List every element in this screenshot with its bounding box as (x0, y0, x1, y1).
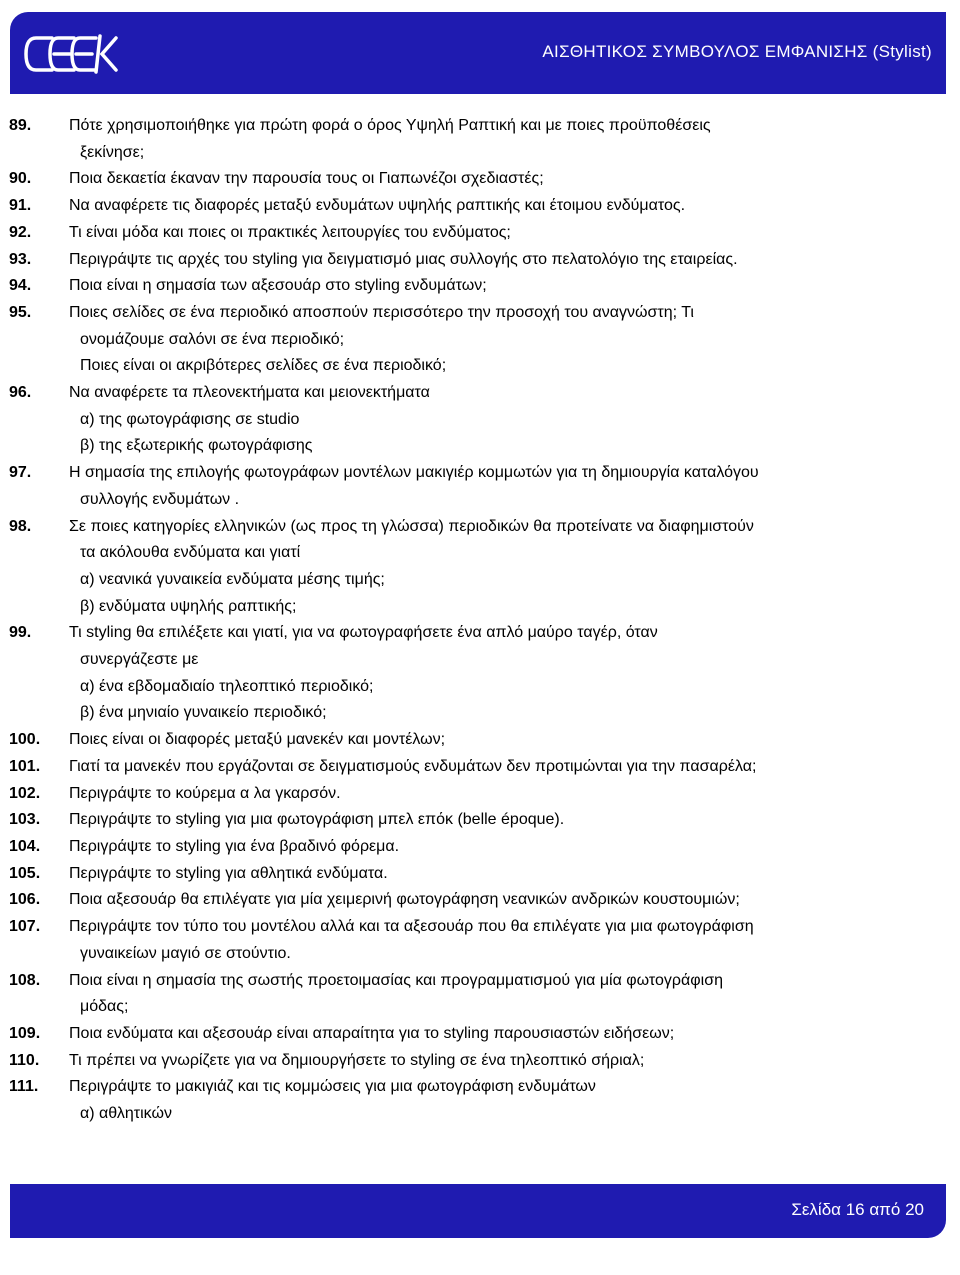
question-item (9, 166, 954, 193)
question-text: Τι styling θα επιλέξετε και γιατί, για να φωτογραφήσετε ένα απλό μαύρο ταγέρ, όταν (69, 624, 658, 642)
question-item (9, 1048, 954, 1075)
question-number: 105. (9, 864, 41, 882)
question-text: Ποια ενδύματα και αξεσουάρ είναι απαραίτητα για το styling παρουσιαστών ειδήσεων; (69, 1024, 675, 1042)
question-text: Πότε χρησιμοποιήθηκε για πρώτη φορά ο όρος Υψηλή Ραπτική και με ποιες προϋποθέσεις (69, 117, 711, 134)
header-band (10, 12, 946, 94)
question-item (9, 834, 954, 861)
question-item (9, 1074, 954, 1127)
question-item (9, 193, 954, 220)
question-text: Ποιες είναι οι διαφορές μεταξύ μανεκέν και μοντέλων; (69, 731, 446, 749)
question-number: 94. (9, 277, 32, 295)
page-number: Σελίδα 16 από 20 (791, 1200, 924, 1219)
question-text: Σε ποιες κατηγορίες ελληνικών (ως προς τη γλώσσα) περιοδικών θα προτείνατε να διαφημιστούν (69, 517, 754, 535)
question-text: Περιγράψτε το styling για αθλητικά ενδύματα. (69, 864, 388, 882)
question-number: 99. (9, 624, 32, 642)
footer-band (10, 1184, 946, 1238)
document-title: ΑΙΣΘΗΤΙΚΟΣ ΣΥΜΒΟΥΛΟΣ ΕΜΦΑΝΙΣΗΣ (Stylist) (542, 42, 932, 61)
question-item (9, 807, 954, 834)
question-text: Περιγράψτε τον τύπο του μοντέλου αλλά και τα αξεσουάρ που θα επιλέγατε για μια φωτογράφιση (69, 918, 754, 936)
question-continuation: συνεργάζεστε με (80, 651, 199, 669)
question-text: Ποια δεκαετία έκαναν την παρουσία τους οι Γιαπωνέζοι σχεδιαστές; (69, 170, 544, 188)
question-continuation: α) αθλητικών (80, 1105, 172, 1123)
question-number: 92. (9, 223, 32, 241)
question-number: 102. (9, 784, 41, 802)
question-item (9, 273, 954, 300)
question-text: Ποια αξεσουάρ θα επιλέγατε για μία χειμερινή φωτογράφηση νεανικών ανδρικών κουστουμιών; (69, 891, 740, 909)
question-continuation: β) της εξωτερικής φωτογράφισης (80, 437, 313, 455)
question-text: Γιατί τα μανεκέν που εργάζονται σε δειγματισμούς ενδυμάτων δεν προτιμώνται για την πασαρέλα; (69, 757, 757, 775)
question-continuation: συλλογής ενδυμάτων . (80, 490, 240, 508)
question-continuation: τα ακόλουθα ενδύματα και γιατί (80, 544, 301, 562)
question-item (9, 887, 954, 914)
question-continuation: α) ένα εβδομαδιαίο τηλεοπτικό περιοδικό; (80, 677, 374, 695)
question-number: 109. (9, 1024, 41, 1042)
question-number: 111. (9, 1078, 39, 1096)
question-number: 106. (9, 891, 41, 909)
question-number: 96. (9, 384, 32, 402)
question-continuation: γυναικείων μαγιό σε στούντιο. (80, 944, 291, 962)
question-text: Περιγράψτε τις αρχές του styling για δειγματισμό μιας συλλογής στο πελατολόγιο της εταιρείας. (69, 250, 738, 268)
question-item (9, 220, 954, 247)
question-number: 95. (9, 303, 32, 321)
question-number: 100. (9, 731, 41, 749)
question-item (9, 968, 954, 1021)
question-item (9, 914, 954, 967)
ceek-logo (22, 30, 120, 78)
question-text: Περιγράψτε το styling για μια φωτογράφιση μπελ επόκ (belle époque). (69, 811, 565, 829)
question-number: 108. (9, 971, 41, 989)
question-number: 97. (9, 464, 32, 482)
question-number: 89. (9, 117, 32, 134)
question-text: Ποιες σελίδες σε ένα περιοδικό αποσπούν περισσότερο την προσοχή του αναγνώστη; Τι (69, 303, 694, 321)
question-continuation: μόδας; (80, 998, 129, 1016)
question-item (9, 620, 954, 727)
question-number: 103. (9, 811, 41, 829)
question-item (9, 460, 954, 513)
question-number: 110. (9, 1051, 40, 1069)
question-continuation: α) της φωτογράφισης σε studio (80, 410, 300, 428)
question-number: 93. (9, 250, 32, 268)
question-item (9, 113, 954, 166)
question-item (9, 754, 954, 781)
question-text: Ποια είναι η σημασία των αξεσουάρ στο styling ενδυμάτων; (69, 277, 487, 295)
question-text: Περιγράψτε το κούρεμα α λα γκαρσόν. (69, 784, 341, 802)
question-number: 104. (9, 837, 41, 855)
question-text: Να αναφέρετε τις διαφορές μεταξύ ενδυμάτων υψηλής ραπτικής και έτοιμου ενδύματος. (69, 197, 686, 215)
question-item (9, 781, 954, 808)
question-continuation: β) ένα μηνιαίο γυναικείο περιοδικό; (80, 704, 327, 722)
question-number: 107. (9, 918, 41, 936)
question-text: Τι πρέπει να γνωρίζετε για να δημιουργήσετε το styling σε ένα τηλεοπτικό σήριαλ; (69, 1051, 645, 1069)
question-continuation: ονομάζουμε σαλόνι σε ένα περιοδικό; (80, 330, 345, 348)
question-continuation: Ποιες είναι οι ακριβότερες σελίδες σε ένα περιοδικό; (80, 357, 447, 375)
question-continuation: α) νεανικά γυναικεία ενδύματα μέσης τιμής; (80, 570, 385, 588)
question-item (9, 727, 954, 754)
question-text: Περιγράψτε το styling για ένα βραδινό φόρεμα. (69, 837, 400, 855)
question-item (9, 300, 954, 380)
question-text: Περιγράψτε το μακιγιάζ και τις κομμώσεις για μια φωτογράφιση ενδυμάτων (69, 1078, 596, 1096)
question-number: 101. (9, 757, 41, 775)
question-item (9, 247, 954, 274)
question-text: Να αναφέρετε τα πλεονεκτήματα και μειονεκτήματα (69, 384, 430, 402)
question-number: 98. (9, 517, 32, 535)
question-text: Ποια είναι η σημασία της σωστής προετοιμασίας και προγραμματισμού για μία φωτογράφιση (69, 971, 723, 989)
question-number: 90. (9, 170, 32, 188)
question-item (9, 861, 954, 888)
question-continuation: β) ενδύματα υψηλής ραπτικής; (80, 597, 297, 615)
question-item (9, 380, 954, 460)
question-item (9, 514, 954, 621)
question-list (9, 113, 954, 1128)
question-continuation: ξεκίνησε; (80, 143, 145, 161)
question-text: Τι είναι μόδα και ποιες οι πρακτικές λειτουργίες του ενδύματος; (69, 223, 511, 241)
question-item (9, 1021, 954, 1048)
question-number: 91. (9, 197, 32, 215)
question-text: Η σημασία της επιλογής φωτογράφων μοντέλων μακιγιέρ κομμωτών για τη δημιουργία καταλόγου (69, 464, 759, 482)
